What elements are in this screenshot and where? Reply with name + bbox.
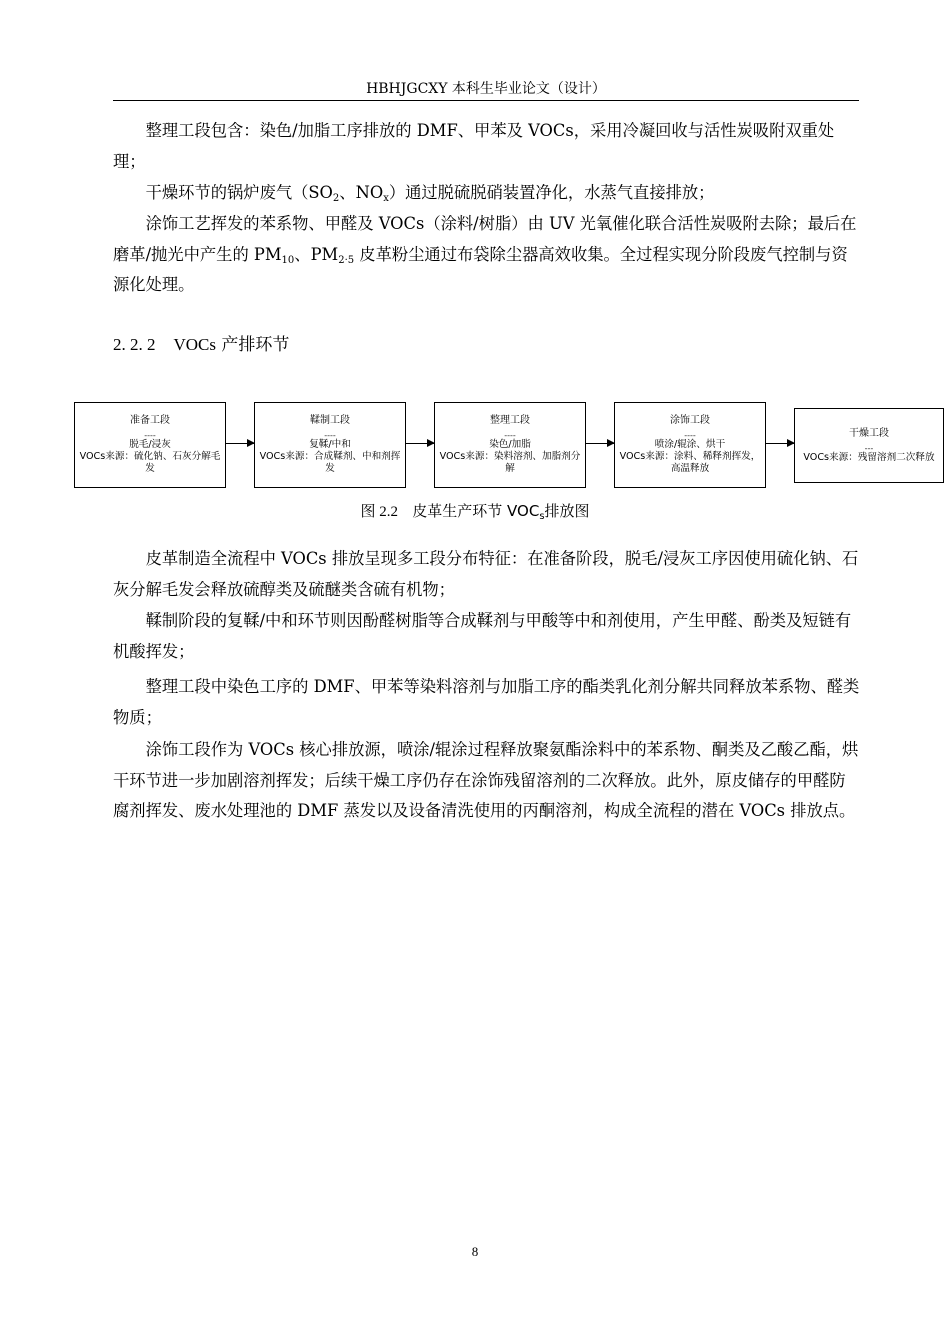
box-process: 染色/加脂 — [489, 439, 531, 450]
p2-sub-nox: x — [383, 193, 389, 204]
section-title-cn: 产排环节 — [216, 335, 290, 355]
flow-arrow — [406, 443, 434, 444]
p2-sub-so2: 2 — [332, 193, 340, 204]
box-title: 准备工段 — [130, 415, 170, 426]
flow-box-coating — [614, 402, 766, 488]
box-title: 整理工段 — [490, 415, 530, 426]
section-heading — [113, 330, 289, 355]
box-source: VOCs来源：涂料、稀释剂挥发，高温释放 — [619, 451, 761, 474]
box-source: VOCs来源：合成鞣剂、中和剂挥发 — [259, 451, 401, 474]
box-separator: ---- — [684, 431, 696, 440]
p3-sub-pm25: 2·5 — [338, 254, 355, 266]
caption-sub: s — [539, 511, 545, 522]
paragraph-coating-stage: 涂饰工段作为 VOCs 核心排放源，喷涂/辊涂过程释放聚氨酯涂料中的苯系物、酮类及乙酸乙酯，烘干环节进一步加剧溶剂挥发；后续干燥工序仍存在涂饰残留溶剂的二次释放。此外，原皮储存的甲醛防腐剂挥发、废水处理池的 DMF 蒸发以及设备清洗使用的丙酮溶剂，构成全流程的潜在 VOCs 排放点。 — [113, 740, 859, 820]
flow-box-tanning — [254, 402, 406, 488]
box-source: VOCs来源：残留溶剂二次释放 — [803, 451, 935, 463]
process-flow-diagram — [74, 402, 946, 492]
p2-text-a: 干燥环节的锅炉废气（SO — [145, 183, 333, 202]
paragraph-coating — [113, 209, 861, 301]
p3-sub-pm10: 10 — [281, 254, 295, 266]
box-process: 脱毛/浸灰 — [129, 439, 171, 450]
paragraph-finishing-stage: 整理工段中染色工序的 DMF、甲苯等染料溶剂与加脂工序的酯类乳化剂分解共同释放苯系物、醛类物质； — [113, 677, 860, 727]
box-title: 干燥工段 — [849, 427, 889, 439]
flow-box-preparation — [74, 402, 226, 488]
p3-text-c: 皮革粉尘通过布袋除尘器高效收集。全过程实现分阶段废气控制与资源化处理。 — [113, 244, 848, 294]
flow-box-finishing — [434, 402, 586, 488]
running-header: HBHJGCXY 本科生毕业论文（设计） — [366, 81, 606, 97]
paragraph-overview: 皮革制造全流程中 VOCs 排放呈现多工段分布特征：在准备阶段，脱毛/浸灰工序因使用硫化钠、石灰分解毛发会释放硫醇类及硫醚类含硫有机物； — [113, 549, 859, 599]
p3-text-b: 、PM — [294, 244, 339, 264]
box-separator: ---- — [504, 431, 516, 440]
paragraph-tanning: 鞣制阶段的复鞣/中和环节则因酚醛树脂等合成鞣剂与甲酸等中和剂使用，产生甲醛、酚类及短链有机酸挥发； — [113, 611, 852, 661]
section-title-latin: VOCs — [173, 335, 217, 354]
flow-box-drying — [794, 408, 944, 483]
page-number: 8 — [471, 1244, 479, 1259]
paragraph-finishing: 整理工段包含：染色/加脂工序排放的 DMF、甲苯及 VOCs，采用冷凝回收与活性炭吸附双重处理； — [113, 121, 835, 171]
box-process: 喷涂/辊涂、烘干 — [654, 439, 726, 450]
box-separator: --- — [864, 443, 874, 453]
figure-caption — [0, 500, 950, 521]
box-title: 涂饰工段 — [670, 415, 710, 426]
p3-text-a: 涂饰工艺挥发的苯系物、甲醛及 VOCs（涂料/树脂）由 UV 光氧催化联合活性炭吸附去除；最后在磨革/抛光中产生的 PM — [113, 214, 857, 264]
box-title: 鞣制工段 — [310, 415, 350, 426]
caption-number: 图 2.2 — [360, 504, 398, 520]
paragraph-drying — [113, 178, 861, 209]
box-source: VOCs来源：硫化钠、石灰分解毛发 — [79, 451, 221, 474]
box-separator: ---- — [324, 431, 336, 440]
box-process: 复鞣/中和 — [309, 439, 351, 450]
flow-arrow — [766, 443, 794, 444]
box-source: VOCs来源：染料溶剂、加脂剂分解 — [439, 451, 581, 474]
p2-text-b: 、NO — [339, 183, 384, 202]
caption-text: 皮革生产环节 VOC — [412, 502, 540, 520]
caption-tail: 排放图 — [544, 502, 590, 520]
box-separator: ---- — [144, 431, 156, 440]
flow-arrow — [586, 443, 614, 444]
p2-text-c: ）通过脱硫脱硝装置净化，水蒸气直接排放； — [388, 183, 715, 202]
header-rule — [113, 100, 859, 101]
section-number: 2. 2. 2 — [113, 335, 156, 354]
flow-arrow — [226, 443, 254, 444]
